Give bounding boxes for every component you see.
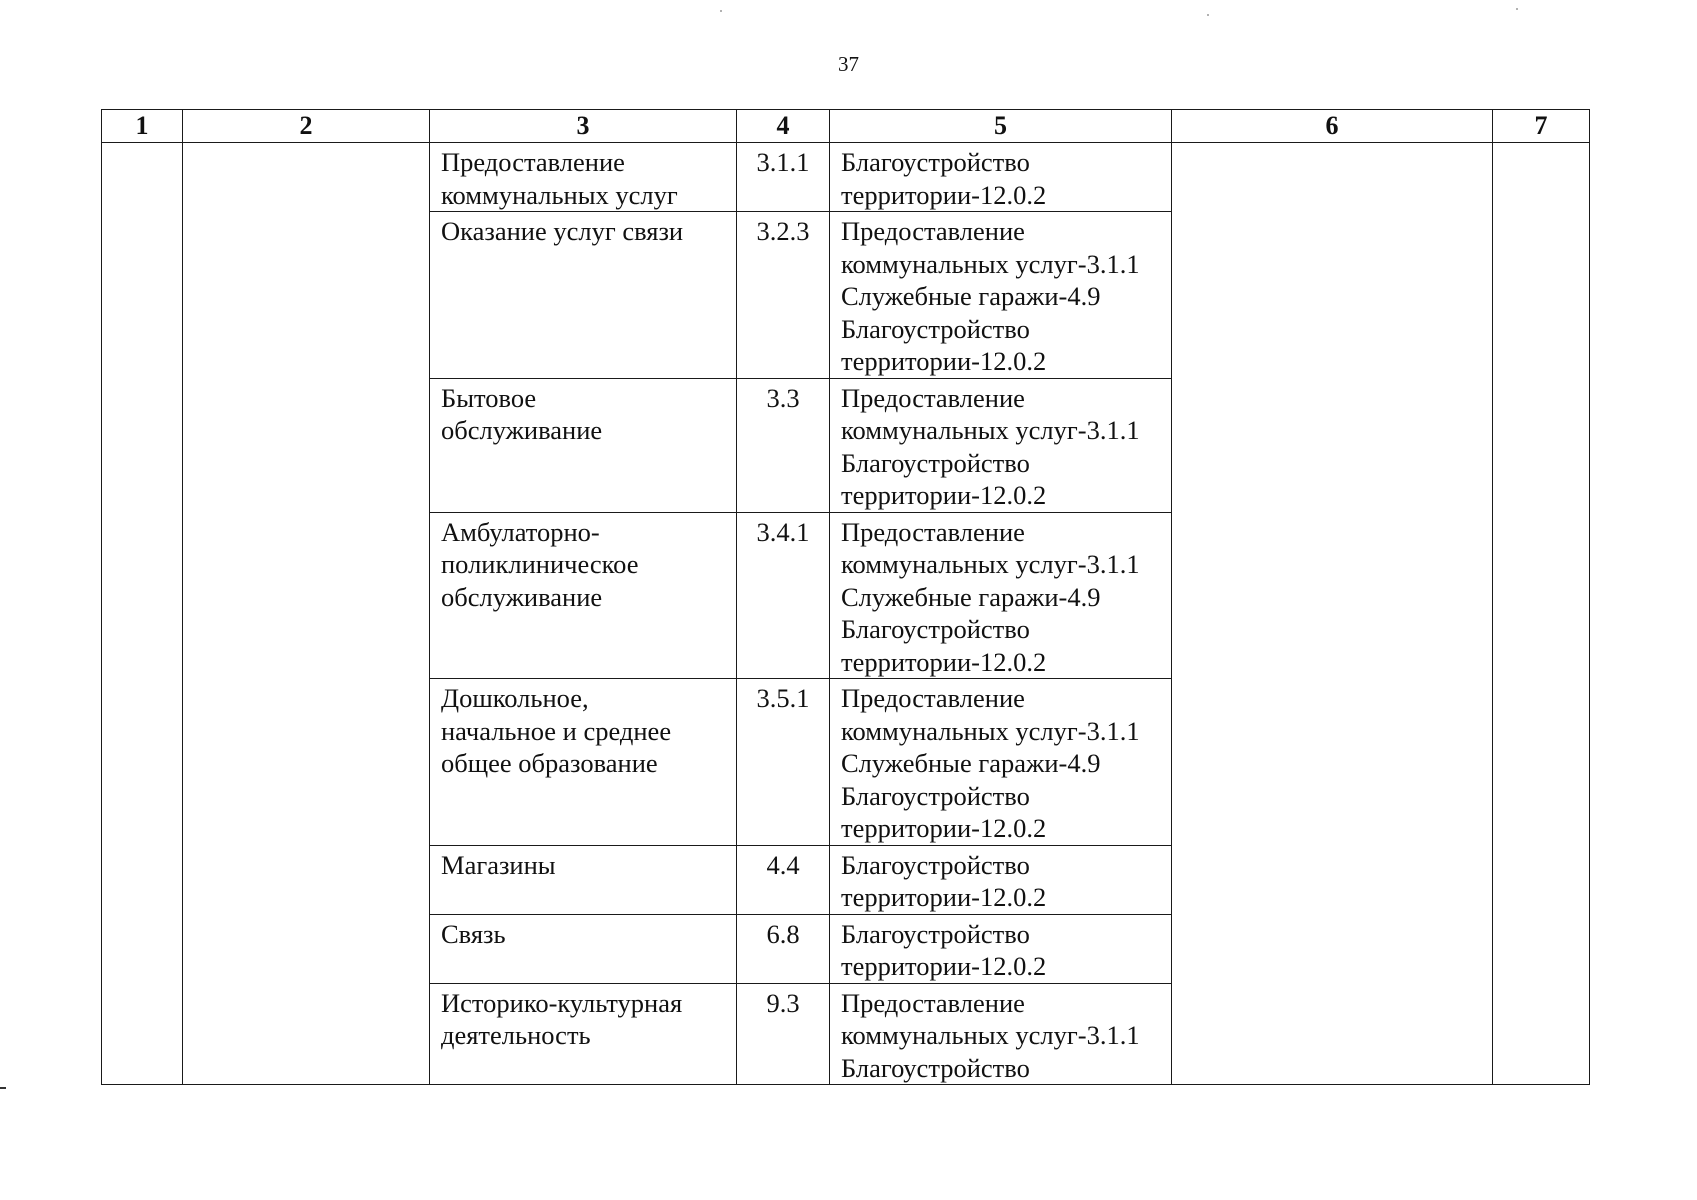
header-row	[102, 110, 1590, 143]
column-header-4: 4	[737, 110, 830, 143]
auxiliary-uses-cell: Благоустройство территории-12.0.2	[830, 914, 1172, 983]
auxiliary-uses-cell: Предоставление коммунальных услуг-3.1.1 Благоустройство территории-12.0.2	[830, 378, 1172, 512]
land-use-table	[101, 109, 1590, 1085]
auxiliary-uses-cell: Благоустройство территории-12.0.2	[830, 845, 1172, 914]
use-name-cell: Дошкольное, начальное и среднее общее образование	[430, 679, 737, 846]
use-code-cell: 3.4.1	[737, 512, 830, 679]
use-code-cell: 3.2.3	[737, 212, 830, 379]
table-body	[102, 143, 1590, 1085]
column-6-empty-cell	[1172, 143, 1493, 1085]
table-row	[102, 143, 1590, 212]
use-name-cell: Магазины	[430, 845, 737, 914]
use-code-cell: 9.3	[737, 983, 830, 1085]
use-code-cell: 6.8	[737, 914, 830, 983]
use-name-cell: Амбулаторно- поликлиническое обслуживание	[430, 512, 737, 679]
auxiliary-uses-cell: Благоустройство территории-12.0.2	[830, 143, 1172, 212]
scan-margin-mark	[0, 1087, 6, 1089]
use-name-cell: Бытовое обслуживание	[430, 378, 737, 512]
scan-speck	[1207, 14, 1209, 16]
column-header-2: 2	[183, 110, 430, 143]
use-name-cell: Предоставление коммунальных услуг	[430, 143, 737, 212]
use-code-cell: 4.4	[737, 845, 830, 914]
use-name-cell: Связь	[430, 914, 737, 983]
scan-speck	[1516, 8, 1518, 10]
column-header-7: 7	[1493, 110, 1590, 143]
use-name-cell: Оказание услуг связи	[430, 212, 737, 379]
page-number: 37	[838, 52, 859, 76]
column-header-3: 3	[430, 110, 737, 143]
use-code-cell: 3.3	[737, 378, 830, 512]
column-7-empty-cell	[1493, 143, 1590, 1085]
auxiliary-uses-cell: Предоставление коммунальных услуг-3.1.1 Служебные гаражи-4.9 Благоустройство территории-12.0.2	[830, 212, 1172, 379]
auxiliary-uses-cell: Предоставление коммунальных услуг-3.1.1 Служебные гаражи-4.9 Благоустройство территории-12.0.2	[830, 512, 1172, 679]
column-1-empty-cell	[102, 143, 183, 1085]
column-2-empty-cell	[183, 143, 430, 1085]
auxiliary-uses-cell: Предоставление коммунальных услуг-3.1.1 Служебные гаражи-4.9 Благоустройство территории-12.0.2	[830, 679, 1172, 846]
column-header-1: 1	[102, 110, 183, 143]
column-header-6: 6	[1172, 110, 1493, 143]
use-code-cell: 3.5.1	[737, 679, 830, 846]
column-header-5: 5	[830, 110, 1172, 143]
scan-speck	[720, 10, 722, 12]
use-code-cell: 3.1.1	[737, 143, 830, 212]
table-header	[102, 110, 1590, 143]
use-name-cell: Историко-культурная деятельность	[430, 983, 737, 1085]
auxiliary-uses-cell: Предоставление коммунальных услуг-3.1.1 Благоустройство	[830, 983, 1172, 1085]
